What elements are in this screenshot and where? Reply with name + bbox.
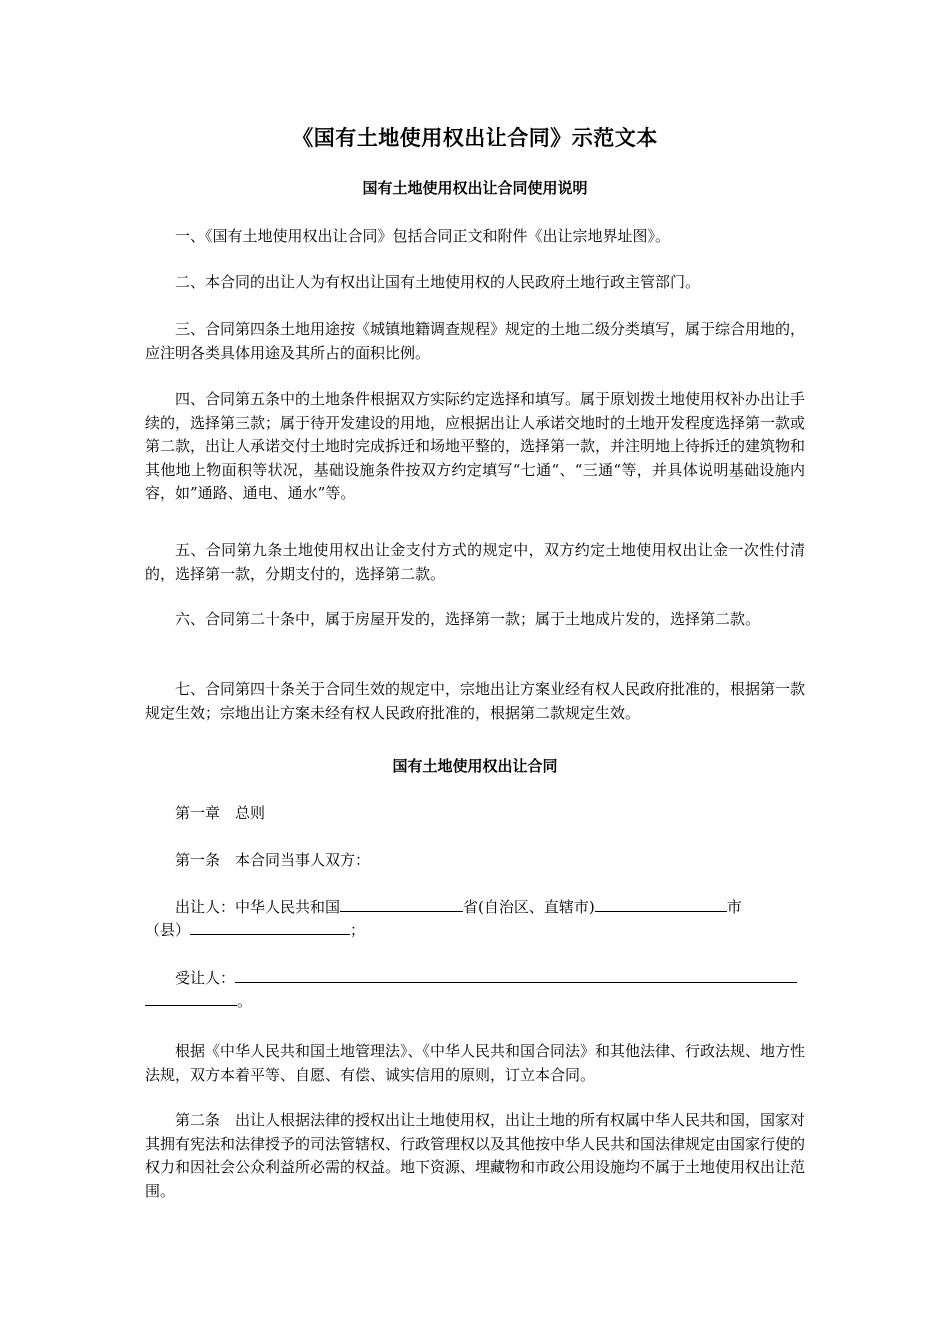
grantee-label: 受让人： xyxy=(175,969,236,987)
instruction-item-1: 一、《国有土地使用权出让合同》包括合同正文和附件《出让宗地界址图》。 xyxy=(175,227,671,245)
grantor-label: 出让人：中华人民共和国 xyxy=(175,898,341,916)
grantee-blank[interactable] xyxy=(235,967,797,983)
grantor-county-blank[interactable] xyxy=(190,919,350,935)
grantor-province-blank[interactable] xyxy=(340,896,463,912)
grantor-county-label: （县） xyxy=(145,921,191,939)
contract-basis: 根据《中华人民共和国土地管理法》、《中华人民共和国合同法》和其他法律、行政法规、地方性法规，双方本着平等、自愿、有偿、诚实信用的原则，订立本合同。 xyxy=(145,1042,806,1084)
instructions-heading: 国有土地使用权出让合同使用说明 xyxy=(362,179,588,197)
article-1: 第一条 本合同当事人双方： xyxy=(175,851,371,869)
grantee-line xyxy=(145,967,805,991)
instruction-item-7: 七、合同第四十条关于合同生效的规定中，宗地出让方案业经有权人民政府批准的，根据第一款规定生效；宗地出让方案未经有权人民政府批准的，根据第二款规定生效。 xyxy=(145,680,806,722)
instruction-item-5: 五、合同第九条土地使用权出让金支付方式的规定中，双方约定土地使用权出让金一次性付清的，选择第一款，分期支付的，选择第二款。 xyxy=(145,541,805,583)
instruction-item-4: 四、合同第五条中的土地条件根据双方实际约定选择和填写。属于原划拨土地使用权补办出让手续的，选择第三款；属于待开发建设的用地，应根据出让人承诺交地时的土地开发程度选择第一款或第二款，出让人承诺交付土地时完成拆迁和场地平整的，选择第一款，并注明地上待拆迁的建筑物和其他地上物面积等状况，基础设施条件按双方约定填写“七通“、“三通“等，并具体说明基础设施内容，如”通路、通电、通水”等。 xyxy=(145,390,806,502)
contract-heading: 国有土地使用权出让合同 xyxy=(392,757,558,775)
grantee-blank-cont[interactable] xyxy=(145,990,237,1006)
grantee-end: 。 xyxy=(237,992,253,1010)
instruction-item-2: 二、本合同的出让人为有权出让国有土地使用权的人民政府土地行政主管部门。 xyxy=(175,273,701,291)
grantor-end: ； xyxy=(350,921,366,939)
article-2: 第二条 出让人根据法律的授权出让土地使用权，出让土地的所有权属中华人民共和国，国家对其拥有宪法和法律授予的司法管辖权、行政管理权以及其他按中华人民共和国法律规定由国家行使的权力和因社会公众利益所必需的权益。地下资源、埋藏物和市政公用设施均不属于土地使用权出让范围。 xyxy=(145,1111,806,1200)
grantor-line xyxy=(145,896,805,920)
grantor-city-label: 市 xyxy=(726,898,742,916)
grantor-province-label: 省(自治区、直辖市) xyxy=(463,898,595,916)
chapter-heading: 第一章 总则 xyxy=(175,804,266,822)
grantor-line-2 xyxy=(145,919,805,943)
document-title: 《国有土地使用权出让合同》示范文本 xyxy=(292,126,658,150)
grantee-line-2 xyxy=(145,990,805,1014)
grantor-city-blank[interactable] xyxy=(595,896,727,912)
instruction-item-3: 三、合同第四条土地用途按《城镇地籍调查规程》规定的土地二级分类填写，属于综合用地的，应注明各类具体用途及其所占的面积比例。 xyxy=(145,320,806,362)
instruction-item-6: 六、合同第二十条中，属于房屋开发的，选择第一款；属于土地成片发的，选择第二款。 xyxy=(175,610,761,628)
